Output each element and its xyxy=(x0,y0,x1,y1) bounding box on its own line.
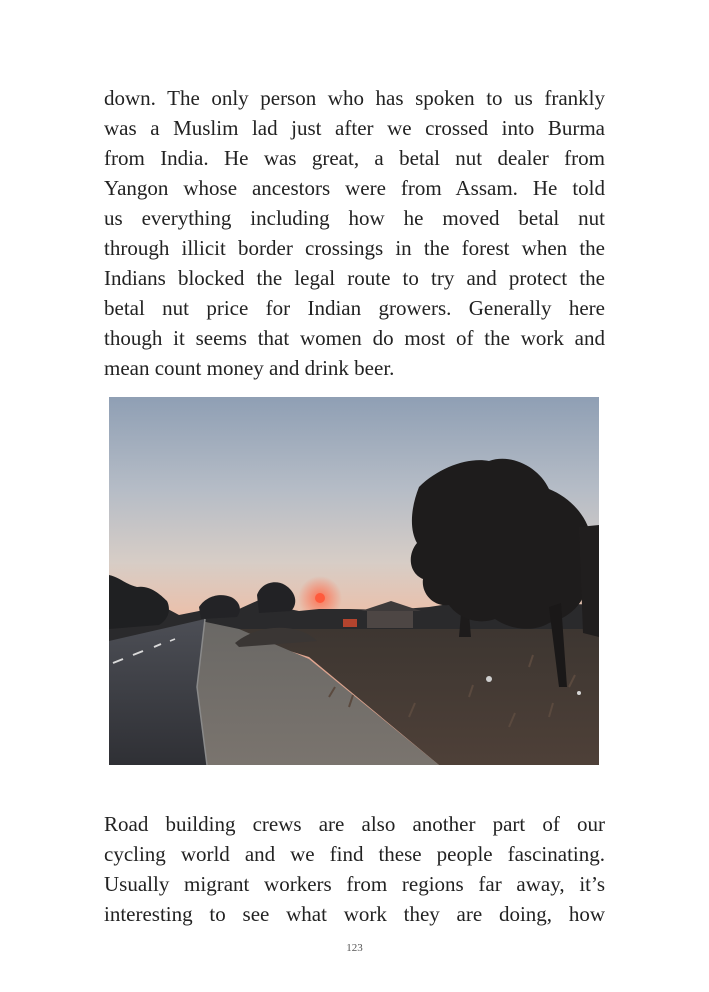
paragraph-bottom xyxy=(104,809,605,929)
text-line: interesting to see what work they are doing, how xyxy=(104,902,605,926)
text-line: from India. He was great, a betal nut dealer from xyxy=(104,146,605,170)
text-line: us everything including how he moved betal nut xyxy=(104,206,605,230)
page-number: 123 xyxy=(346,942,363,954)
text-line: was a Muslim lad just after we crossed into Burma xyxy=(104,116,605,140)
text-line: Usually migrant workers from regions far away, it’s xyxy=(104,872,605,896)
text-line: Road building crews are also another part of our xyxy=(104,812,605,836)
text-line: cycling world and we find these people fascinating. xyxy=(104,842,605,866)
sunset-road-photo xyxy=(109,397,599,765)
text-line: Yangon whose ancestors were from Assam. He told xyxy=(104,176,605,200)
text-line: down. The only person who has spoken to us frankly xyxy=(104,86,605,110)
text-line: though it seems that women do most of the work and xyxy=(104,326,605,350)
text-line: mean count money and drink beer. xyxy=(104,356,395,380)
text-line: through illicit border crossings in the forest when the xyxy=(104,236,605,260)
text-line: betal nut price for Indian growers. Generally here xyxy=(104,296,605,320)
paragraph-top xyxy=(104,83,605,383)
text-line: Indians blocked the legal route to try and protect the xyxy=(104,266,605,290)
